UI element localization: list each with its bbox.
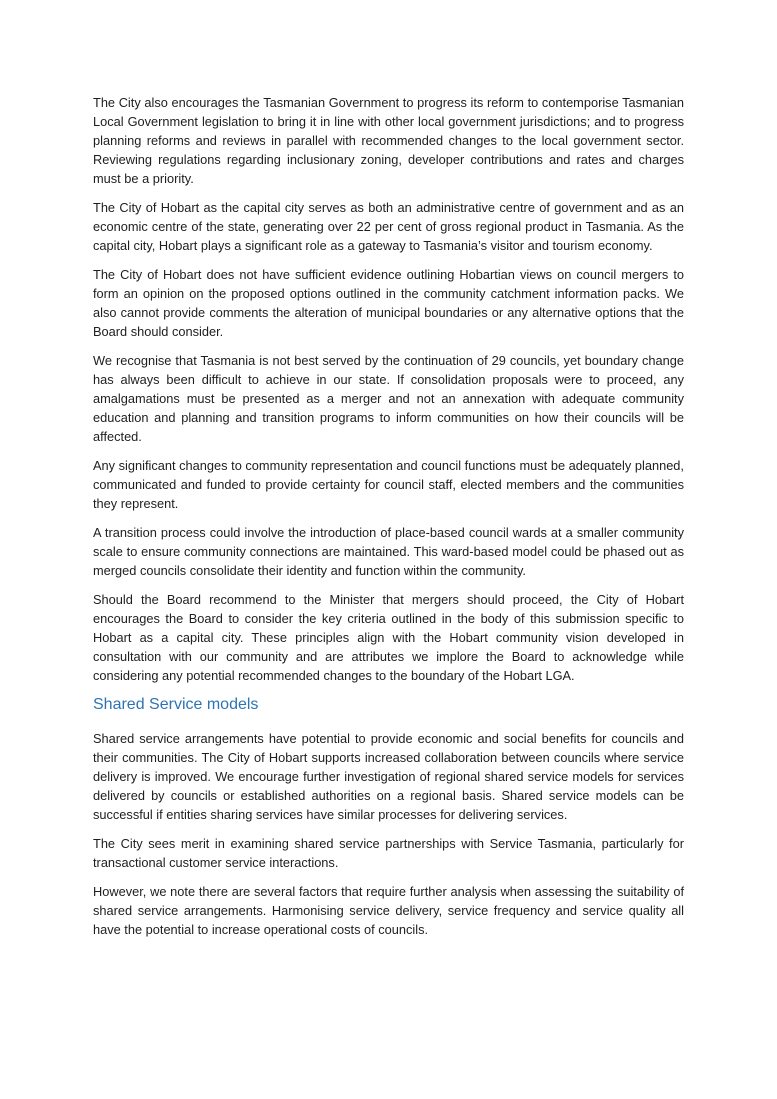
paragraph-state-reform: The City also encourages the Tasmanian Government to progress its reform to contemporise Tasmanian Local Government legislation to bring it in line with other local government jurisdictions; and to progress planning reforms and reviews in parallel with recommended changes to the local government sector. Reviewing regulations regarding inclusionary zoning, developer contributions and rates and charges must be a priority.	[93, 95, 684, 186]
paragraph-service-tasmania: The City sees merit in examining shared service partnerships with Service Tasmania, particularly for transactional customer service interactions.	[93, 836, 684, 870]
section-heading-shared-service-models: Shared Service models	[93, 696, 259, 713]
paragraph-representation-changes: Any significant changes to community representation and council functions must be adequately planned, communicated and funded to provide certainty for council staff, elected members and the communities they represent.	[93, 458, 684, 511]
paragraph-board-recommendation: Should the Board recommend to the Minister that mergers should proceed, the City of Hobart encourages the Board to consider the key criteria outlined in the body of this submission specific to Hobart as a capital city. These principles align with the Hobart community vision developed in consultation with our community and are attributes we implore the Board to acknowledge while considering any potential recommended changes to the boundary of the Hobart LGA.	[93, 592, 684, 683]
paragraph-shared-service-benefits: Shared service arrangements have potential to provide economic and social benefits for councils and their communities. The City of Hobart supports increased collaboration between councils where service delivery is improved. We encourage further investigation of regional shared service models for services delivered by councils or established authorities on a regional basis. Shared service models can be successful if entities sharing services have similar processes for delivering services.	[93, 731, 684, 822]
paragraph-boundary-change: We recognise that Tasmania is not best served by the continuation of 29 councils, yet boundary change has always been difficult to achieve in our state. If consolidation proposals were to proceed, any amalgamations must be presented as a merger and not an annexation with adequate community education and planning and transition programs to inform communities on how their councils will be affected.	[93, 353, 684, 444]
paragraph-insufficient-evidence: The City of Hobart does not have sufficient evidence outlining Hobartian views on council mergers to form an opinion on the proposed options outlined in the community catchment information packs. We also cannot provide comments the alteration of municipal boundaries or any alternative options that the Board should consider.	[93, 267, 684, 339]
paragraph-further-analysis: However, we note there are several factors that require further analysis when assessing the suitability of shared service arrangements. Harmonising service delivery, service frequency and service quality all have the potential to increase operational costs of councils.	[93, 884, 684, 937]
paragraph-transition-process: A transition process could involve the introduction of place-based council wards at a smaller community scale to ensure community connections are maintained. This ward-based model could be phased out as merged councils consolidate their identity and function within the community.	[93, 525, 684, 578]
paragraph-capital-city-role: The City of Hobart as the capital city serves as both an administrative centre of government and as an economic centre of the state, generating over 22 per cent of gross regional product in Tasmania. As the capital city, Hobart plays a significant role as a gateway to Tasmania’s visitor and tourism economy.	[93, 200, 684, 253]
